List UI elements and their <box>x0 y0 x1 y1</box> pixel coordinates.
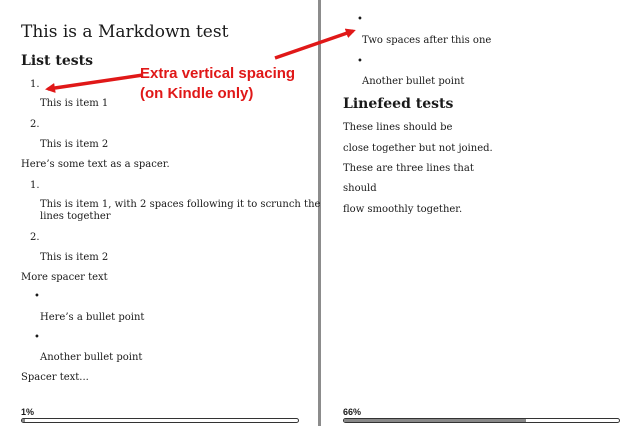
arrow-right <box>275 31 353 58</box>
bullet-1-text: Here’s a bullet point <box>40 312 145 323</box>
annotation-line-2: (on Kindle only) <box>140 85 254 102</box>
linefeed-tests-heading: Linefeed tests <box>343 96 454 112</box>
linefeed-line-2: close together but not joined. <box>343 143 493 154</box>
right-bullet-1-text: Two spaces after this one <box>362 35 492 46</box>
right-bullet-2-marker: • <box>357 56 363 67</box>
arrow-left <box>48 75 143 89</box>
bullet-2-text: Another bullet point <box>40 352 143 363</box>
list2-item1-text-line1: This is item 1, with 2 spaces following it to scrunch the <box>40 199 321 210</box>
page-title: This is a Markdown test <box>21 22 229 42</box>
list-tests-heading: List tests <box>21 53 93 69</box>
list2-item1-text-line2: lines together <box>40 211 111 222</box>
linefeed-line-1: These lines should be <box>343 122 453 133</box>
list1-item1-number: 1. <box>30 79 40 90</box>
list2-item2-number: 2. <box>30 232 40 243</box>
left-progress-label: 1% <box>21 407 35 417</box>
annotation-line-1: Extra vertical spacing <box>140 65 296 82</box>
list2-item1-number: 1. <box>30 180 40 191</box>
bullet-2-marker: • <box>34 332 40 343</box>
right-bullet-1-marker: • <box>357 14 363 25</box>
list1-item1-text: This is item 1 <box>40 98 109 109</box>
linefeed-line-5: flow smoothly together. <box>343 204 463 215</box>
list2-item2-text: This is item 2 <box>40 252 109 263</box>
spacer-text-3: Spacer text... <box>21 372 89 383</box>
spacer-text-1: Here’s some text as a spacer. <box>21 159 170 170</box>
bullet-1-marker: • <box>34 291 40 302</box>
annotation-note <box>140 64 295 104</box>
list1-item2-text: This is item 2 <box>40 139 109 150</box>
linefeed-line-4: should <box>343 183 377 194</box>
right-progress-label: 66% <box>343 407 362 417</box>
spacer-text-2: More spacer text <box>21 272 108 283</box>
list1-item2-number: 2. <box>30 119 40 130</box>
linefeed-line-3: These are three lines that <box>343 163 474 174</box>
right-bullet-2-text: Another bullet point <box>362 76 465 87</box>
